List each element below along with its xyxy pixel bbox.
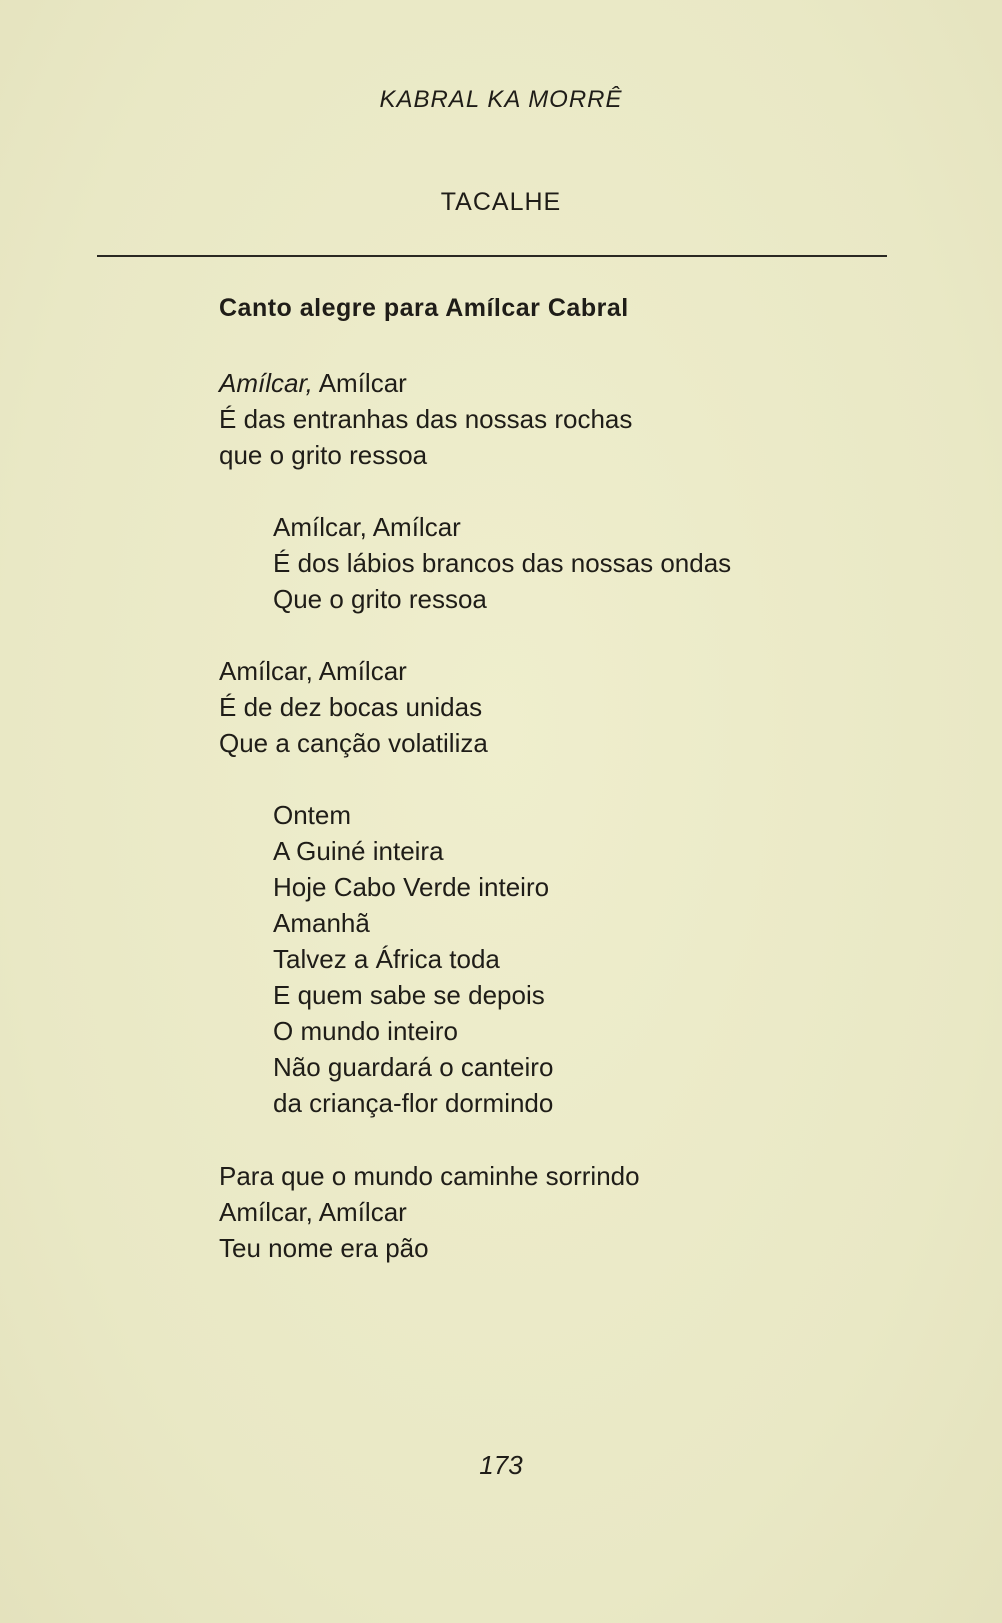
author-name: TACALHE <box>440 188 562 216</box>
poem-line: Amílcar, Amílcar <box>219 656 407 686</box>
poem-line: Amanhã <box>273 908 370 938</box>
poem-line: Ontem <box>273 800 352 830</box>
poem-line: Que a canção volatiliza <box>219 728 488 758</box>
stanza-3 <box>219 653 488 761</box>
poem-line: E quem sabe se depois <box>273 980 545 1010</box>
stanza-4 <box>273 797 553 1121</box>
page-number: 173 <box>479 1450 523 1480</box>
stanza-5 <box>219 1158 640 1266</box>
poem-line: A Guiné inteira <box>273 836 444 866</box>
poem-line-italic-part: Amílcar, <box>219 368 313 398</box>
poem-line <box>219 365 632 401</box>
poem-line: Que o grito ressoa <box>273 584 487 614</box>
stanza-2 <box>273 509 731 617</box>
poem-line: É das entranhas das nossas rochas <box>219 404 633 434</box>
poem-line-rest: Amílcar <box>312 368 407 398</box>
poem-line: Não guardará o canteiro <box>273 1052 554 1082</box>
poem-line: Amílcar, Amílcar <box>219 1197 407 1227</box>
poem-line: Teu nome era pão <box>219 1233 429 1263</box>
poem-line: Amílcar, Amílcar <box>273 512 461 542</box>
poem-line: É de dez bocas unidas <box>219 692 483 722</box>
poem-line: da criança-flor dormindo <box>273 1088 554 1118</box>
poem-title: Canto alegre para Amílcar Cabral <box>219 294 629 322</box>
stanza-1 <box>219 365 632 473</box>
poem-line: Hoje Cabo Verde inteiro <box>273 872 550 902</box>
running-head: KABRAL KA MORRÊ <box>379 86 623 113</box>
poem-line: Talvez a África toda <box>273 944 500 974</box>
poem-line: O mundo inteiro <box>273 1016 458 1046</box>
horizontal-rule <box>97 255 887 257</box>
poem-line: É dos lábios brancos das nossas ondas <box>273 548 732 578</box>
poem-line: Para que o mundo caminhe sorrindo <box>219 1161 640 1191</box>
poem-line: que o grito ressoa <box>219 440 428 470</box>
